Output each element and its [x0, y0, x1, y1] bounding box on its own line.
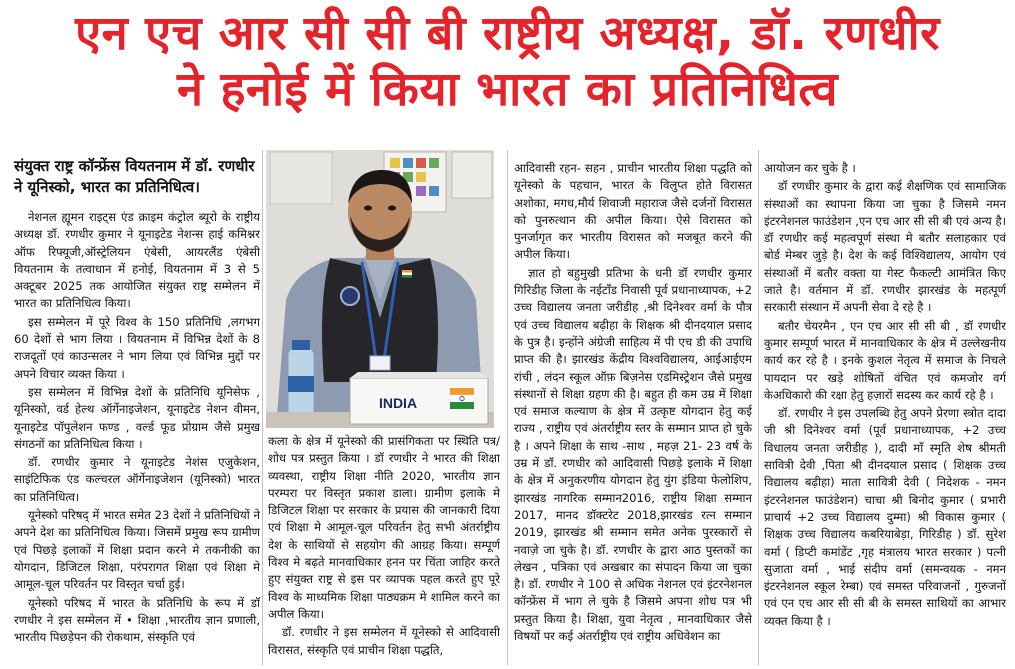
- flag-stripe-saffron: [450, 388, 474, 395]
- paragraph: ज्ञात हो बहुमुखी प्रतिभा के धनी डॉ रणधीर कुमार गिरिडीह जिला के नईटाँड निवासी पूर्व प्रधानाध्यापक, +2 उच्च विद्यालय जनता जरीडीह ,श्री दिनेश्वर वर्मा के पौत्र एवं उच्च विद्यालय बढ़ीहा के शिक्षक श्री दीनदयाल प्रसाद के पुत्र है। इन्होंने अंग्रेजी साहित्य में पी एच डी की उपाधि प्राप्त की है। झारखंड केंद्रीय विश्वविद्यालय, आईआईएम रांची , लंदन स्कूल ऑफ़ बिज़नेस एडमिस्ट्रेशन जैसे प्रमुख संस्थानों से शिक्षा ग्रहण की है। बहुत ही कम उम्र में शिक्षा एवं समाज कल्याण के क्षेत्र में उत्कृष्ट योगदान हेतु कई राज्य , राष्ट्रीय एवं अंतर्राष्ट्रीय स्तर के सम्मान प्राप्त हो चुके है । अपने शिक्षा के साथ -साथ , महज़ 21- 23 वर्ष के उम्र में डॉ. रणधीर को आदिवासी पिछड़े इलाके में शिक्षा के क्षेत्र में अनुकरणीय योगदान हेतु युंग इंडिया फेलोशिप, झारखंड नागरिक सम्मान2016, राष्ट्रीय शिक्षा सम्मान 2017, मानद डॉक्टरेट 2018,झारखंड रत्न सम्मान 2019, झारखंड श्री सम्मान समेत अनेक पुरस्कारों से नवाज़े जा चुके है। डॉ. रणधीर के द्वारा आठ पुस्तकों का लेखन , पत्रिका एवं अखबार का संपादन किया जा चुका है। डॉ. रणधीर ने 100 से अधिक नेशनल एवं इंटरनेशनल कॉन्फ्रेंस में भाग ले चुके है जिसमे अपना शोध पत्र भी प्रस्तुत किया है। शिक्षा, युवा नेतृत्व , मानवाधिकार जैसे विषयों पर कई अंतर्राष्ट्रीय एवं राष्ट्रीय अधिवेशन का: [514, 265, 752, 644]
- paragraph: डॉ रणधीर कुमार के द्वारा कई शैक्षणिक एवं सामाजिक संस्थाओं का स्थापना किया जा चुका है जिसमे नमन इंटरनेशनल फाउंडेशन ,एन एच आर सी सी बी एवं अन्य है। डॉ रणधीर कई महत्वपूर्ण संस्था मे बतौर सलाहकार एवं बोर्ड मेम्बर जुड़े है। देश के कई विश्विद्यालय, आयोग एवं संस्थाओं में बतौर वक्ता या गेस्ट फैकल्टी आमंत्रित किए जाते है। वर्तमान में डॉ. रणधीर झारखंड के महत्पूर्ण सरकारी संस्थान में अपनी सेवा दे रहे है ।: [764, 179, 1006, 315]
- paragraph: डॉ. रणधीर ने इस सम्मेलन में यूनेस्को से आदिवासी विरासत, संस्कृति एवं प्राचीन शिक्षा पद्धति,: [268, 625, 500, 657]
- paragraph: आयोजन कर चुके है ।: [764, 161, 856, 175]
- column-divider: [507, 150, 508, 665]
- paragraph: नेशनल ह्यूमन राइट्स एंड क्राइम कंट्रोल ब्यूरो के राष्ट्रीय अध्यक्ष डॉ. रणधीर कुमार ने यूनाइटेड नेशन्स हाई कमिश्नर ऑफ रिफ्यूजी,ऑस्ट्रेलियन एंबेसी, आयरलैंड एंबेसी वियतनाम के तत्वाधान में हनोई, वियतनाम में 3 से 5 अक्टूबर 2025 तक आयोजित संयुक्त राष्ट्र सम्मेलन में भारत का प्रतिनिधित्व किया।: [14, 210, 260, 311]
- article-column-4: [764, 160, 1006, 669]
- paragraph: डॉ. रणधीर कुमार ने यूनाइटेड नेशंस एजुकेशन, साइंटिफिक एंड कल्चरल ऑर्गेनाइजेशन (यूनिस्को) भारत का प्रतिनिधित्व।: [14, 455, 260, 504]
- subheadline: संयुक्त राष्ट्र कॉन्फ्रेंस वियतनाम में डॉ. रणधीर ने यूनिस्को, भारत का प्रतिनिधित्व।: [14, 157, 255, 196]
- column-divider: [262, 150, 263, 665]
- paragraph: यूनेस्को परिषद् में भारत समेत 23 देशों ने प्रतिनिधियों ने अपने देश का प्रतिनिधित्व किया। जिसमें प्रमुख रूप ग्रामीण एवं पिछड़े इलाकों में शिक्षा प्रदान करने मे तकनीकी का योगदान, डिजिटल शिक्षा, परंपरागत शिक्षा एवं शिक्षा मे आमूल-चूल परिवर्तन पर विस्तृत चर्चा हुई।: [14, 508, 260, 592]
- paragraph: कला के क्षेत्र में यूनेस्को की प्रासंगिकता पर स्थिति पत्र/शोध पत्र प्रस्तुत किया । डॉ रणधीर ने भारत की शिक्षा व्यवस्था, राष्ट्रीय शिक्षा नीति 2020, भारतीय ज्ञान परम्परा पर विस्तृत प्रकाश डाला। ग्रामीण इलाके मे डिजिटल शिक्षा पर सरकार के प्रयास की जानकारी दिया एवं शिक्षा मे आमूल-चूल परिवर्तन हेतु सभी अंतर्राष्ट्रीय देश के साथियों से सहयोग की आग्रह किया। सम्पूर्ण विश्व मे बढ़ते मानवाधिकार हनन पर चिंता जाहिर करते हुए संयुक्त राष्ट्र से इस पर व्यापक पहल करते हुए पूरे विश्व के माध्यमिक शिक्षा पाठ्यक्रम मे शामिल करने का अपील किया।: [268, 434, 500, 621]
- paragraph: इस सम्मेलन में पूरे विश्व के 150 प्रतिनिधि ,लगभग 60 देशों से भाग लिया । वियतनाम में विभिन्न देशों के 8 राजदूतों एवं काउन्सलर ने भाग लिया एवं विभिन्न मुद्दों पर अपने विचार व्यक्त किया ।: [14, 314, 260, 381]
- paragraph: इस सम्मेलन में विभिन्न देशों के प्रतिनिधि यूनिसेफ , यूनिस्को, वर्ड हेल्थ ऑर्गेनाइजेशन, यूनाइटेड नेशन वीमन, यूनाइटेड पॉपुलेशन फण्ड , वर्ल्ड फूड प्रोग्राम जैसे प्रमुख संगठनों का प्रतिनिधित्व किया ।: [14, 384, 260, 451]
- paragraph: आदिवासी रहन- सहन , प्राचीन भारतीय शिक्षा पद्धति को यूनेस्को के पहचान, भारत के विलुप्त होते विरासत अशोका, मगध,मौर्य शिवाजी महाराज जैसे दर्जनों विरासत को पुनरुत्थान की अपील किया। ऐसे विरासत को पुनर्जागृत कर भारतीय विरासत को मजबूत करने की अपील किया।: [514, 161, 752, 262]
- paragraph: यूनेस्को परिषद में भारत के प्रतिनिधि के रूप में डॉ रणधीर ने इस सम्मेलन में • शिक्षा ,भारतीय ज्ञान प्रणाली, भारतीय पिछड़ेपन की रोकथाम, संस्कृति एवं: [14, 595, 260, 645]
- article-column-3: [514, 160, 752, 669]
- photo-illustration: [266, 150, 494, 428]
- article-column-1: [14, 209, 260, 669]
- paragraph: बतौर चेयरमैन , एन एच आर सी सी बी , डॉ रणधीर कुमार सम्पूर्ण भारत में मानवाधिकार के क्षेत्र में उल्लेखनीय कार्य कर रहे है । इनके कुशल नेतृत्व में समाज के निचले पायदान पर खड़े शोषितों वंचित एवं कमजोर वर्ग केअधिकारो की रक्षा हेतु हज़ारों सदस्य कर कार्य रहे है ।: [764, 318, 1006, 402]
- headline-line-1: एन एच आर सी सी बी राष्ट्रीय अध्यक्ष, डॉ. रणधीर: [75, 6, 940, 61]
- column-divider: [758, 150, 759, 665]
- nameplate-text: INDIA: [378, 395, 418, 411]
- paragraph: डॉ. रणधीर ने इस उपलब्धि हेतु अपने प्रेरणा स्त्रोत दादा जी श्री दिनेश्वर वर्मा (पूर्व प्रधानाध्यापक, +2 उच्च विधालय जनता जरीडीह ), दादी माँ स्मृति शेष श्रीमती सावित्री देवी ,पिता श्री दीनदयाल प्रसाद ( शिक्षक उच्च विद्यालय बढ़ीहा) माता सावित्री देवी ( निदेशक - नमन इंटरनेशनल फाउंडेशन) चाचा श्री बिनोद कुमार ( प्रभारी प्राचार्य +2 उच्च विद्यालय दुम्मा) श्री विकास कुमार ( शिक्षक उच्च विद्यालय कबरियाबेड़ा, गिरिडीह ) डॉ. सुरेश वर्मा ( डिप्टी कमांडेंट ,गृह मंत्रालय भारत सरकार ) पत्नी सुजाता वर्मा , भाई संदीप वर्मा (समन्वयक - नमन इंटरनेशनल स्कूल रेम्बा) एवं समस्त परिवाजनों , गुरुजनों एवं एन एच आर सी सी बी के समस्त साथियों का आभार व्यक्त किया है ।: [764, 406, 1006, 628]
- headline: [0, 6, 1015, 118]
- article-photo: [266, 150, 494, 428]
- article-column-2: [268, 433, 500, 669]
- headline-line-2: ने हनोई में किया भारत का प्रतिनिधित्व: [177, 62, 838, 117]
